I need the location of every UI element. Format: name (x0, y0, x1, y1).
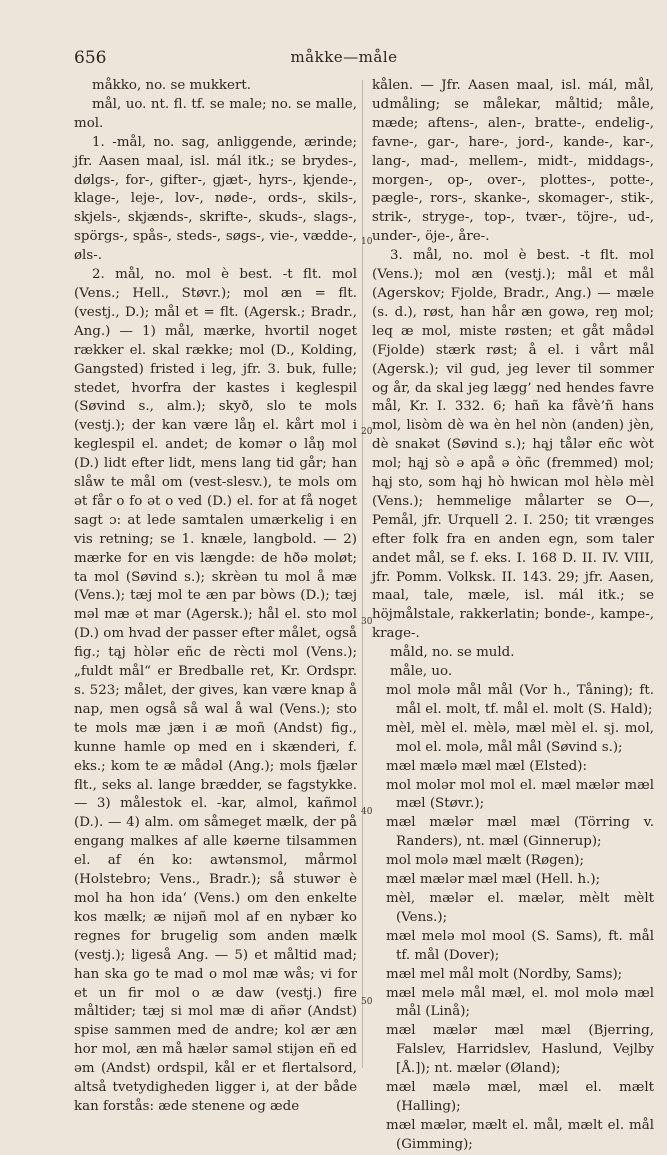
line-number: 30 (361, 617, 373, 627)
line-number: 20 (361, 427, 373, 437)
entry-paragraph: 2. mål, no. mol è best. -t flt. mol (Vens.; Hell., Støvr.); mol æn = flt. (vestj., D.); mål et = flt. (Agersk.; Bradr., Ang.) — 1) mål, mærke, hvortil noget rækker el. skal række; mol (D., Kolding, Gangsted) fristed i leg, jfr. 3. buk, fulle; stedet, hvorfra der kastes i keglespil (Søvind s., alm.); skyð, slo te mols (vestj.); der kan være låŋ el. kårt mol i keglespil el. andet; de komər o låŋ mol (D.) lidt efter lidt, mens lang tid går; han slåw te mål om (vest-slesv.), te mols om ət får o fo ət o ved (D.) el. for at få noget sagt ɔ: at lede samtalen umærkelig i en vis retning; se 1. knæle, langbold. — 2) mærke for en vis længde: de hðə moløt; ta mol (Søvind s.); skrèən tu mol å mæ (Vens.); tæj mol te æn par bòws (D.); tæj məl mæ ət mar (Agersk.); hål el. sto mol (D.) om hvad der passer efter målet, også fig.; tąj hòlər eñc de rècti mol (Vens.); „fuldt mål“ er Bredballe ret, Kr. Ordspr. s. 523; målet, der gives, kan være knap å nap, men også så wal å wal (Vens.); sto te mols mæ jæn i æ moñ (Andst) fig., kunne hamle op med en i skænderi, f. eks.; kom te æ mådəl (Ang.); mols fjælər flt., seks al. lange brædder, se fagstykke. — 3) målestok el. -kar, almol, kañmol (D.). — 4) alm. om såmeget mælk, der på engang malkes af alle køerne tilsammen el. af én ko: awtənsmol, mårmol (Holstebro; Vens., Bradr.); så stuwər è mol ha hon ida‘ (Vens.) om den enkelte kos mælk; æ nijəñ mol af en nybær ko regnes for brugelig som anden mælk (vestj.); ligeså Ang. — 5) et måltid mad; han ska go te mad o mol mæ wås; vi for et un fir mol o æ daw (vestj.) fire måltider; tæj si mol mæ di añər (Andst) spise sammen med de andre; kol ær æn hor mol, æn må hælər saməl stijən eñ ed əm (Andst) ordspil, kål er et flertalsord, altså tvetydigheden ligger i, at der både kan forstås: æde stenene og æde (74, 267, 357, 1114)
entry-paragraph: mèl, mælər el. mælər, mèlt mèlt (Vens.); (386, 890, 654, 925)
entry-paragraph: måle, uo. (390, 664, 453, 680)
line-number: 10 (361, 237, 373, 247)
entry-paragraph: mæl mælər mæl mæl (Hell. h.); (386, 872, 601, 888)
entry-paragraph: kålen. — Jfr. Aasen maal, isl. mál, mål, udmåling; se målekar, måltid; måle, mæde; aftens-, alen-, bratte-, endelig-, favne-, gar-, hare-, jord-, kande-, kar-, lang-, mad-, mellem-, midt-, middags-, morgen-, op-, over-, plottes-, potte-, pægle-, rors-, skanke-, skomager-, stik-, strik-, stryge-, top-, tvær-, töjre-, ud-, under-, öje-, åre-. (372, 78, 654, 245)
line-number: 40 (361, 807, 373, 817)
entry-paragraph: mæl mælə mæl, mæl el. mælt (Halling); (386, 1080, 654, 1114)
entry-paragraph: mæl mælər mæl mæl (Törring v. Randers), nt. mæl (Ginnerup); (386, 815, 654, 850)
entry-paragraph: mol molə mål mål (Vor h., Tåning); ft. mål el. molt, tf. mål el. molt (S. Hald); (386, 683, 654, 717)
entry-paragraph: mål, uo. nt. fl. tf. se male; no. se malle, mol. (74, 96, 357, 131)
entry-paragraph: mol molə mæl mælt (Røgen); (386, 853, 585, 869)
page-header (74, 48, 614, 68)
entry-paragraph: 3. mål, no. mol è best. -t flt. mol (Vens.); mol æn (vestj.); mål et mål (Agerskov; Fjolde, Bradr., Ang.) — mæle (s. d.), røst, han hår æn gowə, reŋ mol; leq æ mol, miste røsten; et gåt mådəl (Fjolde) stærk røst; å el. i vårt mål (Agersk.); vil gud, jeg lever til sommer og år, da skal jeg lægg’ ned hendes favre mål, Kr. I. 332. 6; hañ ka fåvè’ñ hans mol, lisòm dè wa èn hel nòn (anden) jèn, dè snakət (Søvind s.); hąj tålər eñc wòt mol; hąj sò ə apå ə òñc (fremmed) mol; hąj sto, som hąj hò hwican mol hèlə mèl (Vens.); hemmelige målarter se O—, Pemål, jfr. Urquell 2. I. 250; tit vrænges efter folk fra en anden egn, som taler andet mål, se f. eks. I. 168 D. II. IV. VIII, jfr. Pomm. Volksk. II. 143. 29; jfr. Aasen, maal, tale, mæle, isl. mál itk.; se höjmålstale, rakkerlatin; bonde-, kampe-, krage-. (372, 248, 654, 642)
entry-paragraph: mèl, mèl el. mèlə, mæl mèl el. sj. mol, mol el. molə, mål mål (Søvind s.); (386, 720, 654, 755)
right-column (372, 77, 654, 1155)
left-column (74, 77, 357, 1117)
line-number: 50 (361, 997, 373, 1007)
running-head: måkke—måle (290, 48, 398, 66)
page-number: 656 (74, 48, 107, 68)
entry-paragraph: måld, no. se muld. (390, 645, 515, 661)
entry-paragraph: mol molər mol mol el. mæl mælər mæl mæl (Støvr.); (386, 777, 654, 812)
entry-paragraph: mæl mælər mæl mæl (Bjerring, Falslev, Harridslev, Haslund, Vejlby [Å.]); nt. mælər (Øland); (386, 1023, 654, 1077)
entry-paragraph: mæl mælər, mælt el. mål, mælt el. mål (Gimming); (386, 1117, 654, 1152)
entry-paragraph: mæl mel mål molt (Nordby, Sams); (386, 966, 623, 982)
entry-paragraph: mæl mælə mæl mæl (Elsted): (386, 758, 587, 774)
entry-paragraph: mæl melə mol mool (S. Sams), ft. mål tf. mål (Dover); (386, 928, 654, 963)
column-divider (362, 80, 363, 1068)
entry-paragraph: 1. -mål, no. sag, anliggende, ærinde; jfr. Aasen maal, isl. mál itk.; se brydes-, dølgs-, for-, gifter-, gjæt-, hyrs-, kjende-, klage-, leje-, lov-, nøde-, ords-, skils-, skjels-, skjænds-, skrifte-, skuds-, slags-, spörgs-, spås-, steds-, søgs-, vie-, vædde-, øls-. (74, 134, 357, 264)
entry-paragraph: mæl melə mål mæl, el. mol molə mæl mål (Linå); (386, 985, 654, 1020)
entry-paragraph: måkko, no. se mukkert. (92, 78, 252, 93)
